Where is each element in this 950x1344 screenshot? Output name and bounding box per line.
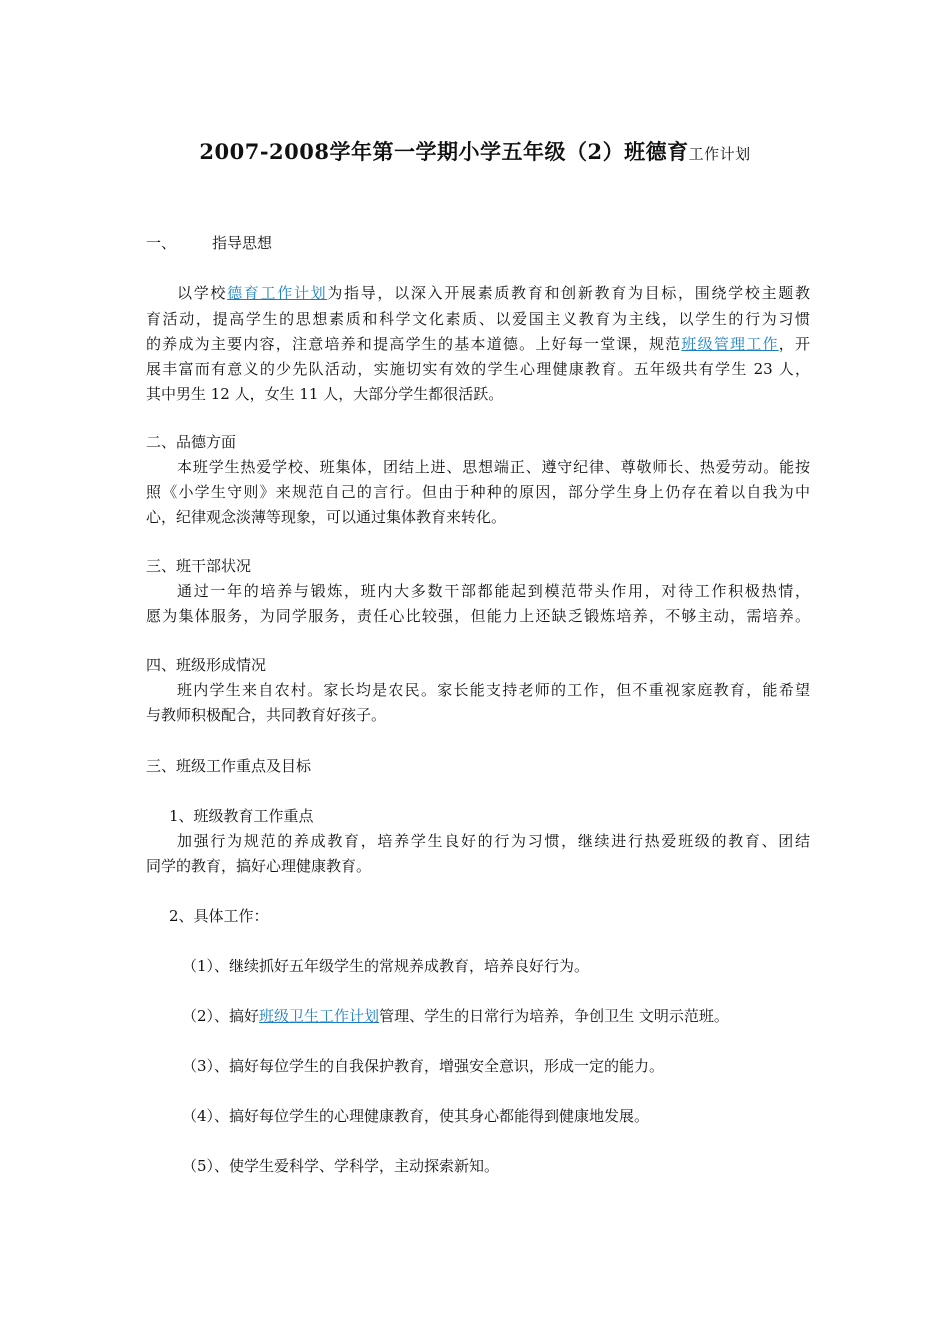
text-span: ，开 <box>778 335 810 353</box>
work-item-5: （5）、使学生爱科学、学科学，主动探索新知。 <box>182 1157 500 1175</box>
section1-p1-line5: 其中男生 12 人，女生 11 人，大部分学生都很活跃。 <box>146 385 504 403</box>
section1-p1-line4: 展丰富而有意义的少先队活动，实施切实有效的学生心理健康教育。五年级共有学生 23 人， <box>146 360 810 378</box>
section2-line2: 照《小学生守则》来规范自己的言行。但由于种种的原因，部分学生身上仍存在着以自我为中 <box>146 483 810 501</box>
work-item-1: （1）、继续抓好五年级学生的常规养成教育，培养良好行为。 <box>182 957 590 975</box>
link-class-management[interactable]: 班级管理工作 <box>681 335 779 353</box>
document-title <box>0 136 950 166</box>
sub1-heading: 1、班级教育工作重点 <box>169 807 314 825</box>
section1-p1-line2: 育活动，提高学生的思想素质和科学文化素质、以爱国主义教育为主线，以学生的行为习惯 <box>146 310 810 328</box>
sub2-heading: 2、具体工作： <box>169 907 269 925</box>
work-item-3: （3）、搞好每位学生的自我保护教育，增强安全意识，形成一定的能力。 <box>182 1057 665 1075</box>
section2-heading: 二、品德方面 <box>146 433 237 451</box>
section2-line1: 本班学生热爱学校、班集体，团结上进、思想端正、遵守纪律、尊敬师长、热爱劳动。能按 <box>177 458 810 476</box>
work-item-2 <box>182 1006 810 1026</box>
work-item-4: （4）、搞好每位学生的心理健康教育，使其身心都能得到健康地发展。 <box>182 1107 650 1125</box>
section1-p1-line1 <box>146 283 810 303</box>
text-span: 的养成为主要内容，注意培养和提高学生的基本道德。上好每一堂课，规范 <box>146 335 682 353</box>
section4-line1: 班内学生来自农村。家长均是农民。家长能支持老师的工作，但不重视家庭教育，能希望 <box>177 681 810 699</box>
title-main: 2007-2008学年第一学期小学五年级（2）班德育 <box>199 139 689 164</box>
section3-line1: 通过一年的培养与锻炼，班内大多数干部都能起到模范带头作用，对待工作积极热情， <box>177 582 810 600</box>
text-span: （2）、搞好 <box>182 1007 260 1025</box>
title-suffix: 工作计划 <box>688 145 751 163</box>
section5-heading: 三、班级工作重点及目标 <box>146 757 312 775</box>
section1-p1-line3 <box>146 334 810 354</box>
sub1-line2: 同学的教育，搞好心理健康教育。 <box>146 857 372 875</box>
section1-number: 一、 <box>146 234 177 252</box>
section1-heading <box>146 233 810 253</box>
text-span: 管理、学生的日常行为培养，争创卫生 文明示范班。 <box>379 1007 729 1025</box>
text-span: 为指导，以深入开展素质教育和创新教育为目标，围绕学校主题教 <box>327 284 810 302</box>
section2-line3: 心，纪律观念淡薄等现象，可以通过集体教育来转化。 <box>146 508 507 526</box>
section3-line2: 愿为集体服务，为同学服务，责任心比较强，但能力上还缺乏锻炼培养，不够主动，需培养。 <box>146 607 810 625</box>
link-deyu-plan[interactable]: 德育工作计划 <box>227 284 328 302</box>
section4-line2: 与教师积极配合，共同教育好孩子。 <box>146 706 387 724</box>
text-span: 以学校 <box>177 284 228 302</box>
link-hygiene-plan[interactable]: 班级卫生工作计划 <box>259 1007 380 1025</box>
sub1-line1: 加强行为规范的养成教育，培养学生良好的行为习惯，继续进行热爱班级的教育、团结 <box>177 832 810 850</box>
section1-title: 指导思想 <box>212 234 273 252</box>
section3-heading: 三、班干部状况 <box>146 557 252 575</box>
section4-heading: 四、班级形成情况 <box>146 656 267 674</box>
